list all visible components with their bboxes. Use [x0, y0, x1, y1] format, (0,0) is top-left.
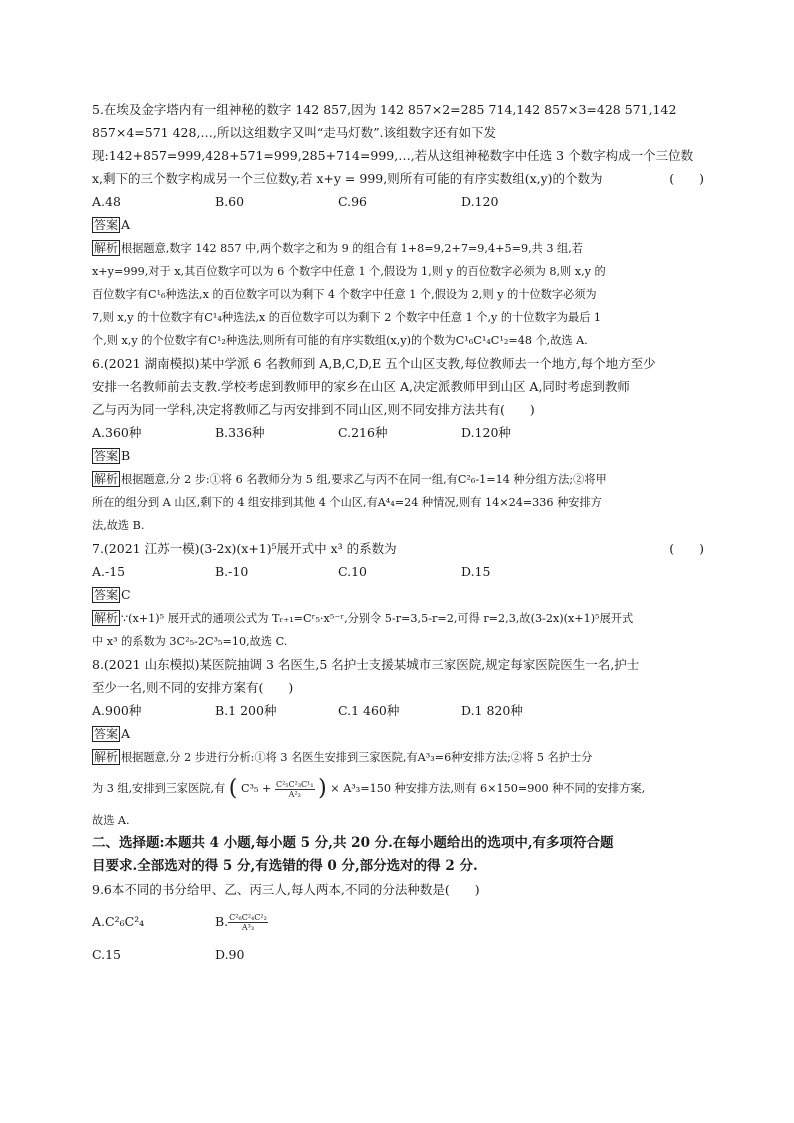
q7-answer-value: C: [121, 587, 131, 602]
q7-sol-line1: [92, 607, 704, 630]
q6-line2: 安排一名教师前去支教.学校考虑到教师甲的家乡在山区 A,决定派教师甲到山区 A,同时考虑到教师: [92, 379, 630, 394]
answer-tag: 答案: [94, 727, 119, 741]
q5-sol-line2: x+y=999,对于 x,其百位数字可以为 6 个数字中任意 1 个,假设为 1,则 y 的百位数字必须为 8,则 x,y 的: [92, 265, 606, 278]
q5-sol-line4: 7,则 x,y 的十位数字有C¹₄种选法,x 的百位数字可以为剩下 2 个数字中任意 1 个,y 的十位数字为最后 1: [92, 311, 602, 324]
q6-line1: 6.(2021 湖南模拟)某中学派 6 名教师到 A,B,C,D,E 五个山区支教,每位教师去一个地方,每个地方至少: [92, 356, 656, 371]
q5-answer-value: A: [121, 217, 131, 232]
q6-sol-line1: [92, 468, 704, 491]
q5-option-c: C.96: [338, 194, 367, 209]
q9-options-row2: [92, 943, 704, 966]
q7-option-d: D.15: [461, 564, 491, 579]
q5-sol-line1: [92, 237, 704, 260]
q8-sol-line2: [92, 769, 704, 809]
q7-answer: [92, 583, 704, 607]
q9-line1: 9.6本不同的书分给甲、乙、丙三人,每人两本,不同的分法种数是( ): [92, 882, 480, 897]
q9-optB-num: C²₆C²₄C²₂: [229, 913, 267, 922]
section2-line1: 二、选择题:本题共 4 小题,每小题 5 分,共 20 分.在每小题给出的选项中,有多项符合题: [92, 835, 614, 851]
q6-answer-value: B: [121, 448, 131, 463]
q8-answer: [92, 722, 704, 746]
solution-tag: 解析: [94, 611, 119, 625]
q5-answer: [92, 213, 704, 237]
q6-answer: [92, 444, 704, 468]
q5-line4: [92, 167, 704, 190]
q7-sol-line2: 中 x³ 的系数为 3C²₅-2C³₅=10,故选 C.: [92, 635, 288, 648]
q8-sol-line3: 故选 A.: [92, 814, 130, 827]
q5-sol-line3: 百位数字有C¹₆种选法,x 的百位数字可以为剩下 4 个数字中任意 1 个,假设为 2,则 y 的十位数字必须为: [92, 288, 597, 301]
q8-option-a: A.900种: [92, 703, 142, 718]
q6-solution: [92, 468, 704, 537]
section2-line2: 目要求.全部选对的得 5 分,有选错的得 0 分,部分选对的得 2 分.: [92, 858, 478, 874]
q9-option-d: D.90: [215, 947, 245, 962]
q7-solution: [92, 607, 704, 653]
left-paren: (: [228, 776, 238, 801]
answer-tag: 答案: [94, 218, 119, 232]
q5-sol-text1: 根据题意,数字 142 857 中,两个数字之和为 9 的组合有 1+8=9,2+7=9,4+5=9,共 3 组,若: [121, 242, 583, 255]
q9-options-row1: [92, 907, 704, 937]
q5-option-a: A.48: [92, 194, 121, 209]
q9-option-c: C.15: [92, 947, 121, 962]
q7-option-a: A.-15: [92, 564, 126, 579]
q5-line1: 5.在埃及金字塔内有一组神秘的数字 142 857,因为 142 857×2=285 714,142 857×3=428 571,142: [92, 102, 677, 117]
q6-option-b: B.336种: [215, 425, 265, 440]
q6-option-d: D.120种: [461, 425, 511, 440]
q8-frac-num: C²₅C²₃C¹₁: [275, 779, 314, 789]
q5-paren: ( ): [669, 171, 704, 186]
q5-line2: 857×4=571 428,…,所以这组数字又叫“走马灯数”.该组数字还有如下发: [92, 125, 497, 140]
q7-sol-text1: ∵(x+1)⁵ 展开式的通项公式为 Tᵣ₊₁=Cʳ₅·x⁵⁻ʳ,分别令 5-r=3,5-r=2,可得 r=2,3,故(3-2x)(x+1)⁵展开式: [121, 612, 634, 625]
q6-option-c: C.216种: [338, 425, 388, 440]
right-paren: ): [318, 776, 327, 801]
answer-tag: 答案: [94, 588, 119, 602]
q5-solution: [92, 237, 704, 352]
q8-line2: 至少一名,则不同的安排方案有( ): [92, 680, 294, 695]
q8-sol-text1: 根据题意,分 2 步进行分析:①将 3 名医生安排到三家医院,有A³₃=6种安排方法;②将 5 名护士分: [121, 751, 593, 764]
q5-option-d: D.120: [461, 194, 499, 209]
q8-line1: 8.(2021 山东模拟)某医院抽调 3 名医生,5 名护士支援某城市三家医院,规定每家医院医生一名,护士: [92, 657, 640, 672]
q6-options: [92, 421, 704, 444]
q6-sol-line3: 法,故选 B.: [92, 519, 145, 532]
q8-sol-line1: [92, 746, 704, 769]
q8-sol-text2a: 为 3 组,安排到三家医院,有: [92, 782, 226, 795]
q8-options: [92, 699, 704, 722]
q8-option-d: D.1 820种: [461, 703, 523, 718]
q9-option-b: [215, 907, 268, 937]
q6-line3: 乙与丙为同一学科,决定将教师乙与丙安排到不同山区,则不同安排方法共有( ): [92, 402, 535, 417]
document-page: [92, 98, 704, 966]
q9-optB-den: A³₃: [241, 923, 255, 932]
q9-option-b-fraction: [228, 913, 268, 932]
q5-line3: 现:142+857=999,428+571=999,285+714=999,…,若从这组神秘数字中任选 3 个数字构成一个三位数: [92, 148, 694, 163]
q7-line1-text: 7.(2021 江苏一模)(3-2x)(x+1)⁵展开式中 x³ 的系数为: [92, 541, 397, 556]
q5-option-b: B.60: [215, 194, 245, 209]
q9-option-a: A.C²₆C²₄: [92, 914, 145, 929]
q8-fraction: [275, 780, 315, 799]
solution-tag: 解析: [94, 241, 119, 255]
q8-answer-value: A: [121, 726, 131, 741]
q7-option-b: B.-10: [215, 564, 249, 579]
solution-tag: 解析: [94, 750, 119, 764]
q7-options: [92, 560, 704, 583]
q8-sol-text2b: × A³₃=150 种安排方法,则有 6×150=900 种不同的安排方案,: [330, 782, 646, 795]
q8-frac-left: C³₅ +: [240, 782, 272, 795]
q8-solution: [92, 746, 704, 832]
q8-frac-den: A²₂: [288, 789, 301, 799]
q7-line1: [92, 537, 704, 560]
q8-option-b: B.1 200种: [215, 703, 277, 718]
q8-option-c: C.1 460种: [338, 703, 400, 718]
answer-tag: 答案: [94, 449, 119, 463]
solution-tag: 解析: [94, 472, 119, 486]
q9-option-b-label: B.: [215, 914, 229, 929]
q7-paren: ( ): [669, 541, 704, 556]
q6-option-a: A.360种: [92, 425, 142, 440]
q5-options: [92, 190, 704, 213]
q5-line4-text: x,剩下的三个数字构成另一个三位数y,若 x+y = 999,则所有可能的有序实数组(x,y)的个数为: [92, 171, 603, 186]
q6-sol-line2: 所在的组分到 A 山区,剩下的 4 组安排到其他 4 个山区,有A⁴₄=24 种情况,则有 14×24=336 种安排方: [92, 496, 602, 509]
q7-option-c: C.10: [338, 564, 367, 579]
q5-sol-line5: 个,则 x,y 的个位数字有C¹₂种选法,则所有可能的有序实数组(x,y)的个数为C¹₆C¹₄C¹₂=48 个,故选 A.: [92, 334, 588, 347]
q6-sol-text1: 根据题意,分 2 步:①将 6 名教师分为 5 组,要求乙与丙不在同一组,有C²₆-1=14 种分组方法;②将甲: [121, 473, 607, 486]
